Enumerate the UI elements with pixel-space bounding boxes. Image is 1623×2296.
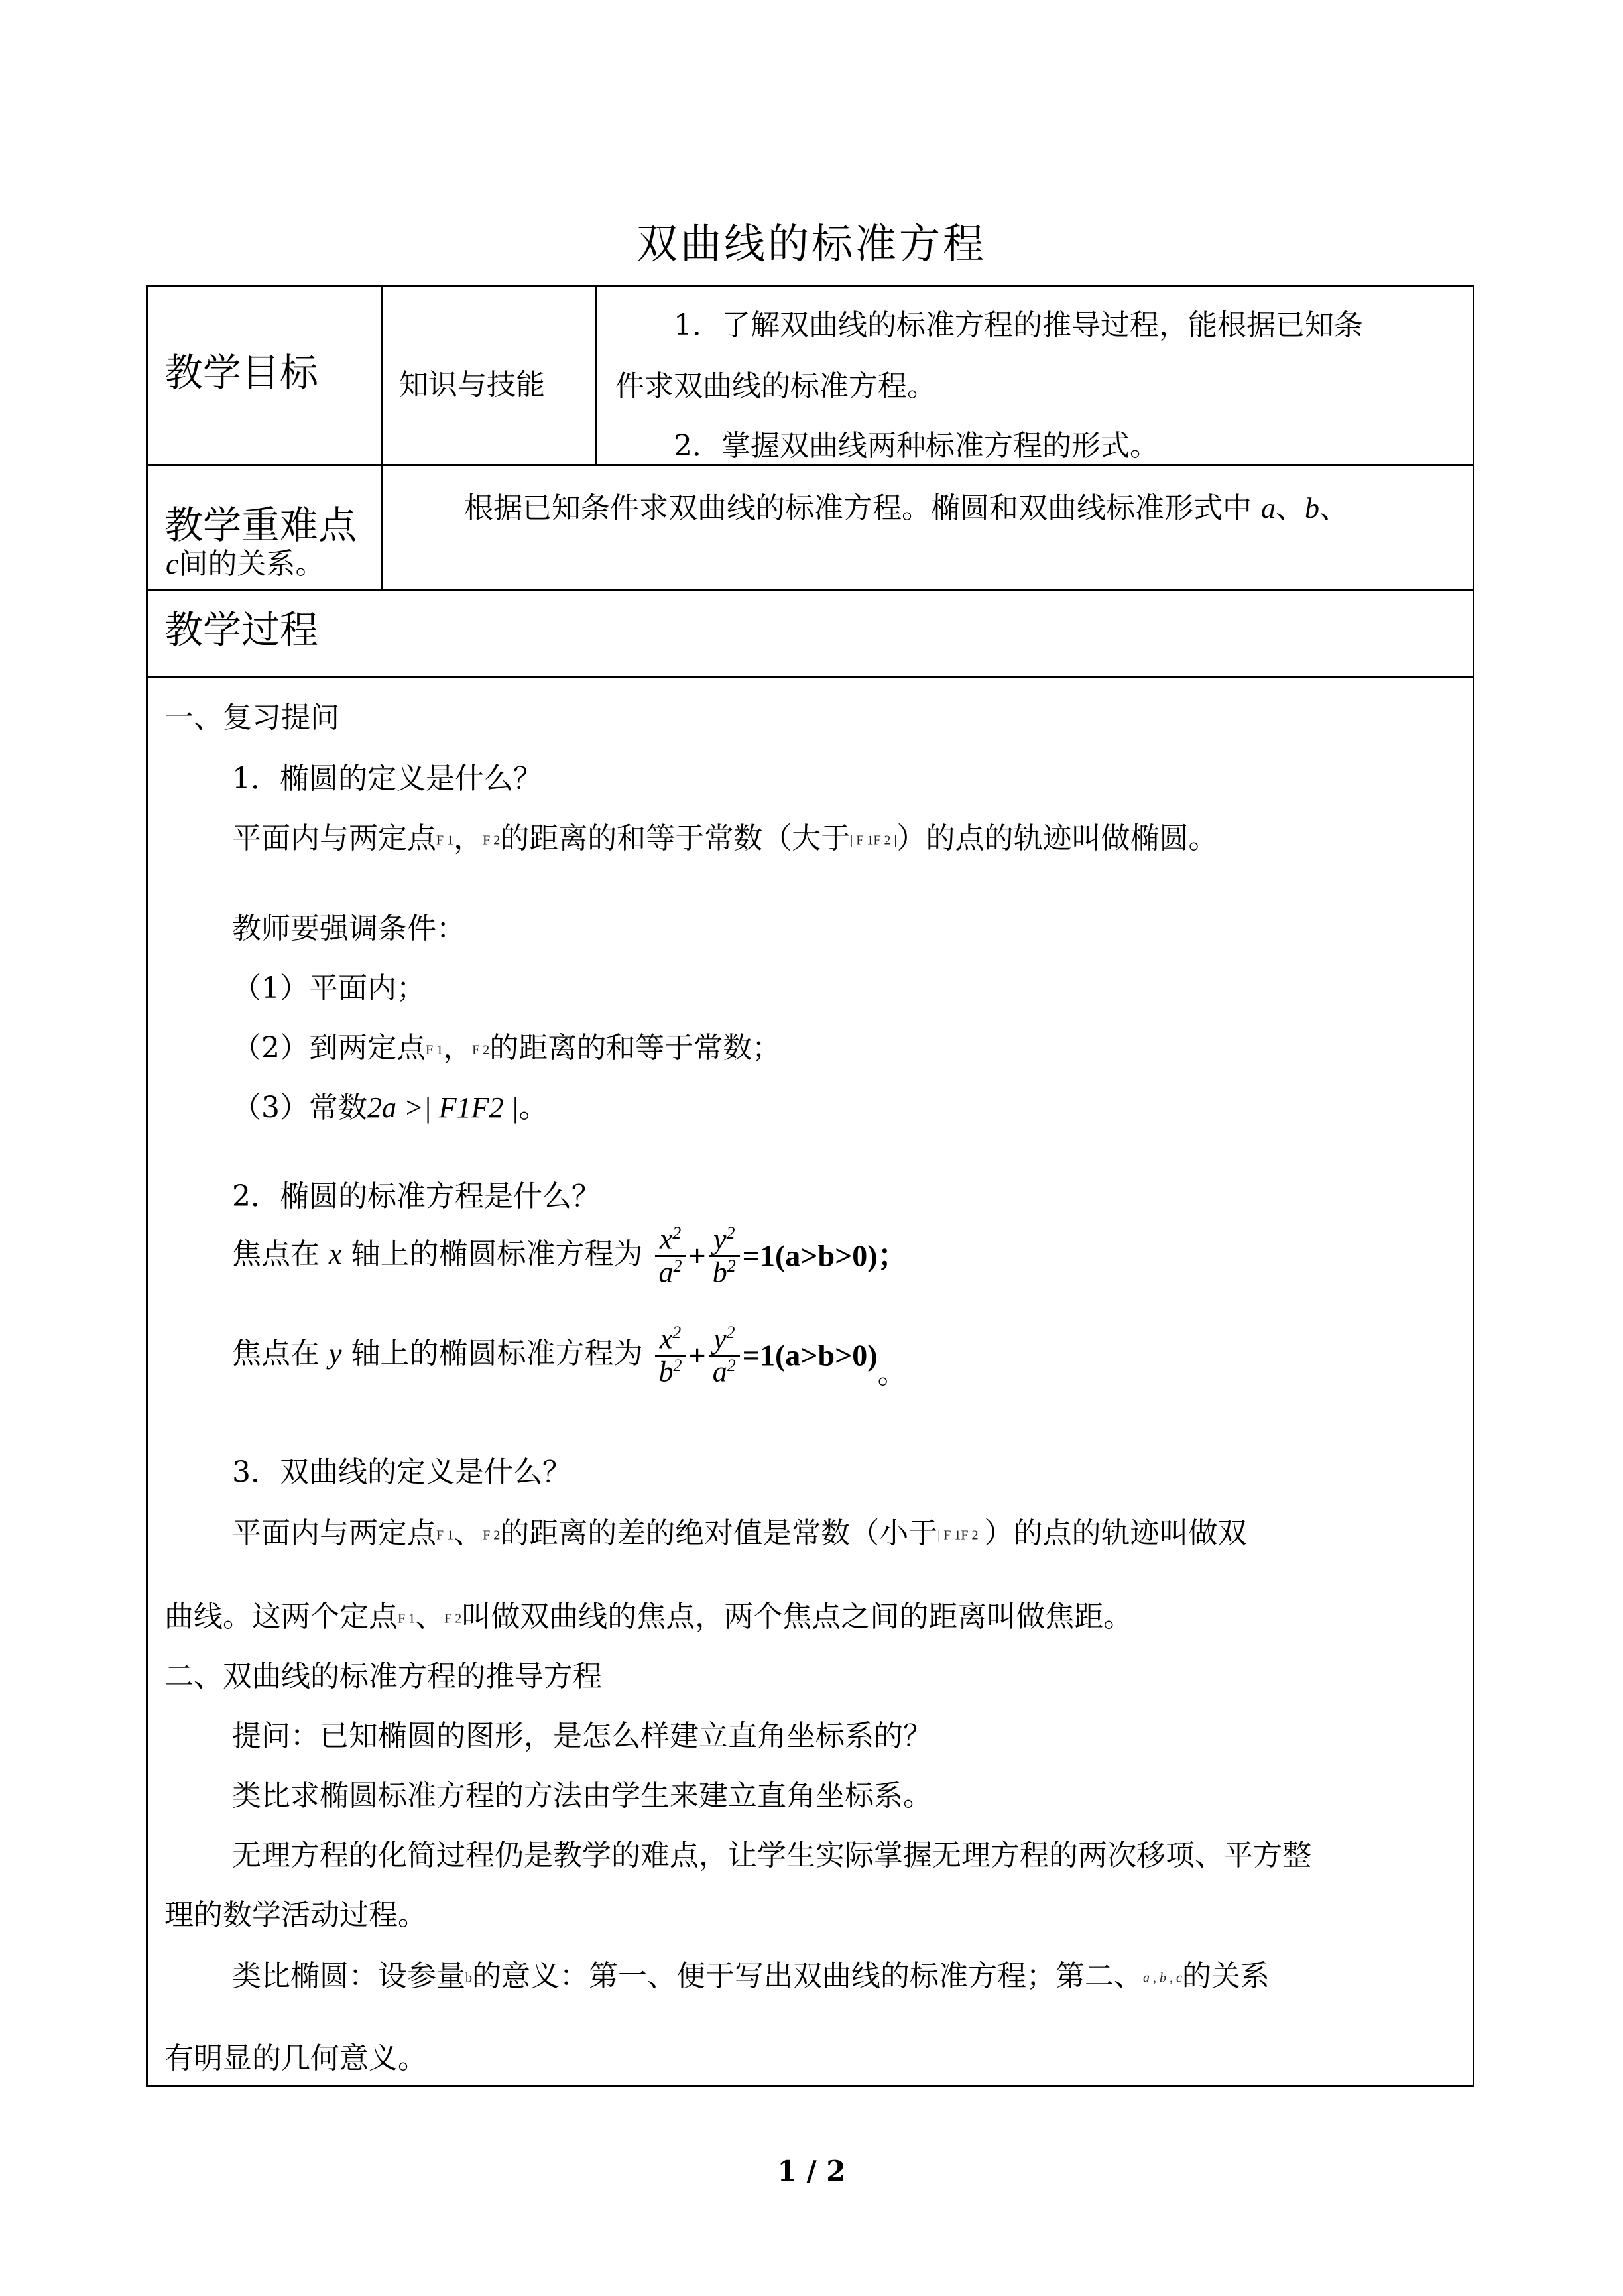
focal-distance: | F 1F 2 |	[850, 833, 897, 848]
fraction: $\frac{x^2}{a^2}$	[655, 1224, 686, 1288]
text: 的距离的和等于常数；	[489, 1031, 782, 1065]
text: 的距离的和等于常数（大于	[500, 821, 851, 855]
separator: 、	[1319, 491, 1349, 525]
numerator: x	[659, 1322, 673, 1355]
focus-f2: F 2	[483, 833, 501, 848]
section-2-heading: 二、双曲线的标准方程的推导方程	[164, 1660, 602, 1693]
paragraph-difficulty: 无理方程的化简过程仍是教学的难点，让学生实际掌握无理方程的两次移项、平方整	[232, 1839, 1311, 1872]
focus-f2: F 2	[483, 1528, 501, 1543]
equation-y-axis: 焦点在 y 轴上的椭圆标准方程为 $\frac{x^2}{b^2}$ + $\frac{y^2}{a^2}$ =1(a>b>0)。	[232, 1322, 907, 1390]
hyperbola-definition	[232, 1514, 1247, 1552]
numerator: y	[713, 1322, 727, 1355]
numerator: y	[713, 1223, 727, 1256]
fraction: $\frac{y^2}{a^2}$	[709, 1323, 740, 1388]
focus-f1: F 1	[436, 1528, 454, 1543]
focal-distance: | F 1F 2 |	[937, 1528, 985, 1543]
difficulty-line-2	[166, 545, 325, 583]
difficulty-line-1	[464, 489, 1349, 527]
equation-x-axis: 焦点在 x 轴上的椭圆标准方程为 $\frac{x^2}{a^2}$ + $\frac{y^2}{b^2}$ =1(a>b>0)；	[232, 1223, 908, 1289]
var-a: a	[1261, 492, 1276, 524]
text: （3）常数	[232, 1091, 367, 1124]
text: 焦点在	[232, 1336, 320, 1370]
paragraph-parameter	[232, 1957, 1270, 1995]
question-1: 1．椭圆的定义是什么？	[232, 762, 542, 796]
page-number: 1 / 2	[777, 2155, 846, 2187]
hyperbola-definition-cont	[164, 1598, 1132, 1636]
var-x: x	[329, 1237, 342, 1270]
text: （2）到两定点	[232, 1031, 426, 1065]
text: 的距离的差的绝对值是常数（小于	[500, 1516, 938, 1550]
focus-f1: F 1	[398, 1611, 416, 1626]
separator: 、	[1276, 491, 1305, 525]
var-y: y	[329, 1337, 342, 1370]
fraction: $\frac{y^2}{b^2}$	[709, 1224, 740, 1288]
denominator: b	[658, 1355, 674, 1388]
text: 的关系	[1181, 1959, 1270, 1993]
condition-1: （1）平面内；	[232, 971, 426, 1005]
condition-2	[232, 1029, 781, 1067]
text: 、	[453, 1516, 483, 1550]
var-c: c	[166, 548, 179, 580]
focus-f2: F 2	[472, 1042, 490, 1057]
fraction: $\frac{x^2}{b^2}$	[655, 1323, 686, 1388]
process-header: 教学过程	[164, 607, 319, 652]
text: 类比椭圆：设参量	[232, 1959, 465, 1993]
text: 平面内与两定点	[232, 1516, 436, 1550]
skill-subheader: 知识与技能	[399, 368, 545, 402]
text: 轴上的椭圆标准方程为	[351, 1237, 643, 1271]
denominator: a	[712, 1355, 727, 1388]
equation-tail: =1(a>b>0)；	[742, 1239, 908, 1273]
numerator: x	[659, 1223, 673, 1256]
section-1-heading: 一、复习提问	[164, 701, 339, 735]
text: 焦点在	[232, 1237, 320, 1271]
text: ）的点的轨迹叫做椭圆。	[896, 821, 1218, 855]
text: ）的点的轨迹叫做双	[984, 1516, 1247, 1550]
focus-f1: F 1	[436, 833, 454, 848]
var-abc: a , b , c	[1143, 1970, 1182, 1986]
paragraph-difficulty-cont: 理的数学活动过程。	[164, 1898, 427, 1932]
constant-inequality: 2a >| F1F2 |	[367, 1091, 519, 1124]
text: 的意义：第一、便于写出双曲线的标准方程；第二、	[472, 1959, 1143, 1993]
text: 平面内与两定点	[232, 821, 436, 855]
text: 叫做双曲线的焦点，两个焦点之间的距离叫做焦距。	[461, 1600, 1133, 1634]
question-2: 2．椭圆的标准方程是什么？	[232, 1179, 601, 1213]
col-divider	[595, 285, 597, 464]
question-3: 3．双曲线的定义是什么？	[232, 1455, 571, 1489]
objective-line-1: 1．了解双曲线的标准方程的推导过程，能根据已知条	[674, 308, 1363, 342]
condition-3	[232, 1089, 548, 1126]
difficulty-text: 根据已知条件求双曲线的标准方程。椭圆和双曲线标准形式中	[464, 491, 1252, 525]
objective-line-2: 件求双曲线的标准方程。	[615, 369, 936, 403]
objective-header: 教学目标	[164, 350, 319, 395]
text: 、	[415, 1600, 445, 1634]
text: ，	[443, 1031, 473, 1065]
page-title: 双曲线的标准方程	[636, 219, 987, 268]
paragraph-parameter-cont: 有明显的几何意义。	[164, 2041, 427, 2075]
paragraph-question: 提问：已知椭圆的图形，是怎么样建立直角坐标系的？	[232, 1719, 932, 1753]
var-b: b	[1305, 492, 1319, 524]
equation-tail: =1(a>b>0)	[742, 1338, 878, 1372]
difficulty-header: 教学重难点	[164, 503, 357, 548]
denominator: b	[712, 1256, 727, 1289]
text: 曲线。这两个定点	[164, 1600, 398, 1634]
row-divider	[146, 676, 1474, 678]
text: 轴上的椭圆标准方程为	[351, 1336, 643, 1370]
var-b: b	[465, 1970, 472, 1986]
text: 。	[518, 1091, 548, 1124]
ellipse-definition	[232, 819, 1218, 857]
difficulty-text-end: 间的关系。	[178, 547, 325, 581]
col-divider	[381, 285, 383, 589]
focus-f2: F 2	[444, 1611, 462, 1626]
focus-f1: F 1	[426, 1042, 444, 1057]
text: ，	[453, 821, 483, 855]
teacher-emphasis: 教师要强调条件：	[232, 912, 465, 945]
objective-line-3: 2．掌握双曲线两种标准方程的形式。	[674, 429, 1159, 463]
text: 。	[877, 1356, 907, 1390]
row-divider	[146, 589, 1474, 591]
paragraph-analogy: 类比求椭圆标准方程的方法由学生来建立直角坐标系。	[232, 1779, 932, 1813]
denominator: a	[658, 1256, 674, 1289]
